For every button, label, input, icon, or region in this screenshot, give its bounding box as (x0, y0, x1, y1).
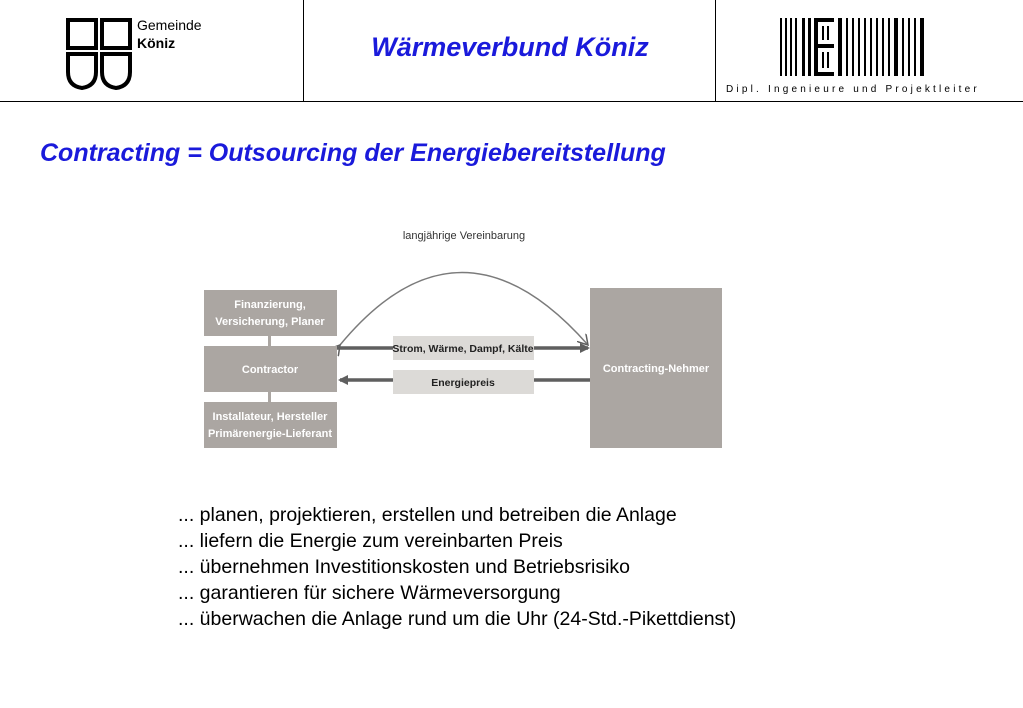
list-item: ... planen, projektieren, erstellen und betreiben die Anlage (178, 504, 677, 526)
firm-logo (776, 14, 936, 80)
box-client-label: Contracting-Nehmer (602, 363, 710, 375)
header-rule (0, 101, 1023, 102)
section-title: Contracting = Outsourcing der Energiebereitstellung (40, 139, 666, 167)
document-title: Wärmeverbund Köniz (371, 32, 649, 62)
header (0, 0, 1023, 102)
box-suppliers-line2: Primärenergie-Lieferant (207, 428, 333, 440)
contracting-diagram (200, 220, 730, 455)
municipality-name (137, 16, 202, 52)
connector (268, 336, 271, 346)
box-financing-line2: Versicherung, Planer (215, 316, 325, 328)
flow-right-label: Strom, Wärme, Dampf, Kälte (392, 343, 534, 355)
box-suppliers-line1: Installateur, Hersteller (212, 411, 328, 423)
responsibilities-list (178, 502, 736, 632)
connector (268, 392, 271, 402)
list-item: ... liefern die Energie zum vereinbarten Preis (178, 530, 563, 552)
box-contractor-label: Contractor (241, 364, 299, 376)
box-suppliers (204, 402, 337, 448)
agreement-arc (340, 273, 588, 346)
firm-tagline: Dipl. Ingenieure und Projektleiter (726, 84, 980, 95)
org-line1: Gemeinde (137, 17, 202, 33)
list-item: ... übernehmen Investitionskosten und Betriebsrisiko (178, 556, 630, 578)
list-item: ... überwachen die Anlage rund um die Uhr (24-Std.-Pikettdienst) (178, 608, 737, 630)
box-financing-line1: Finanzierung, (234, 299, 306, 311)
list-item: ... garantieren für sichere Wärmeversorgung (178, 582, 561, 604)
agreement-label: langjährige Vereinbarung (402, 230, 526, 242)
flow-left-label: Energiepreis (431, 377, 495, 389)
org-line2: Köniz (137, 35, 176, 51)
box-financing (204, 290, 337, 336)
